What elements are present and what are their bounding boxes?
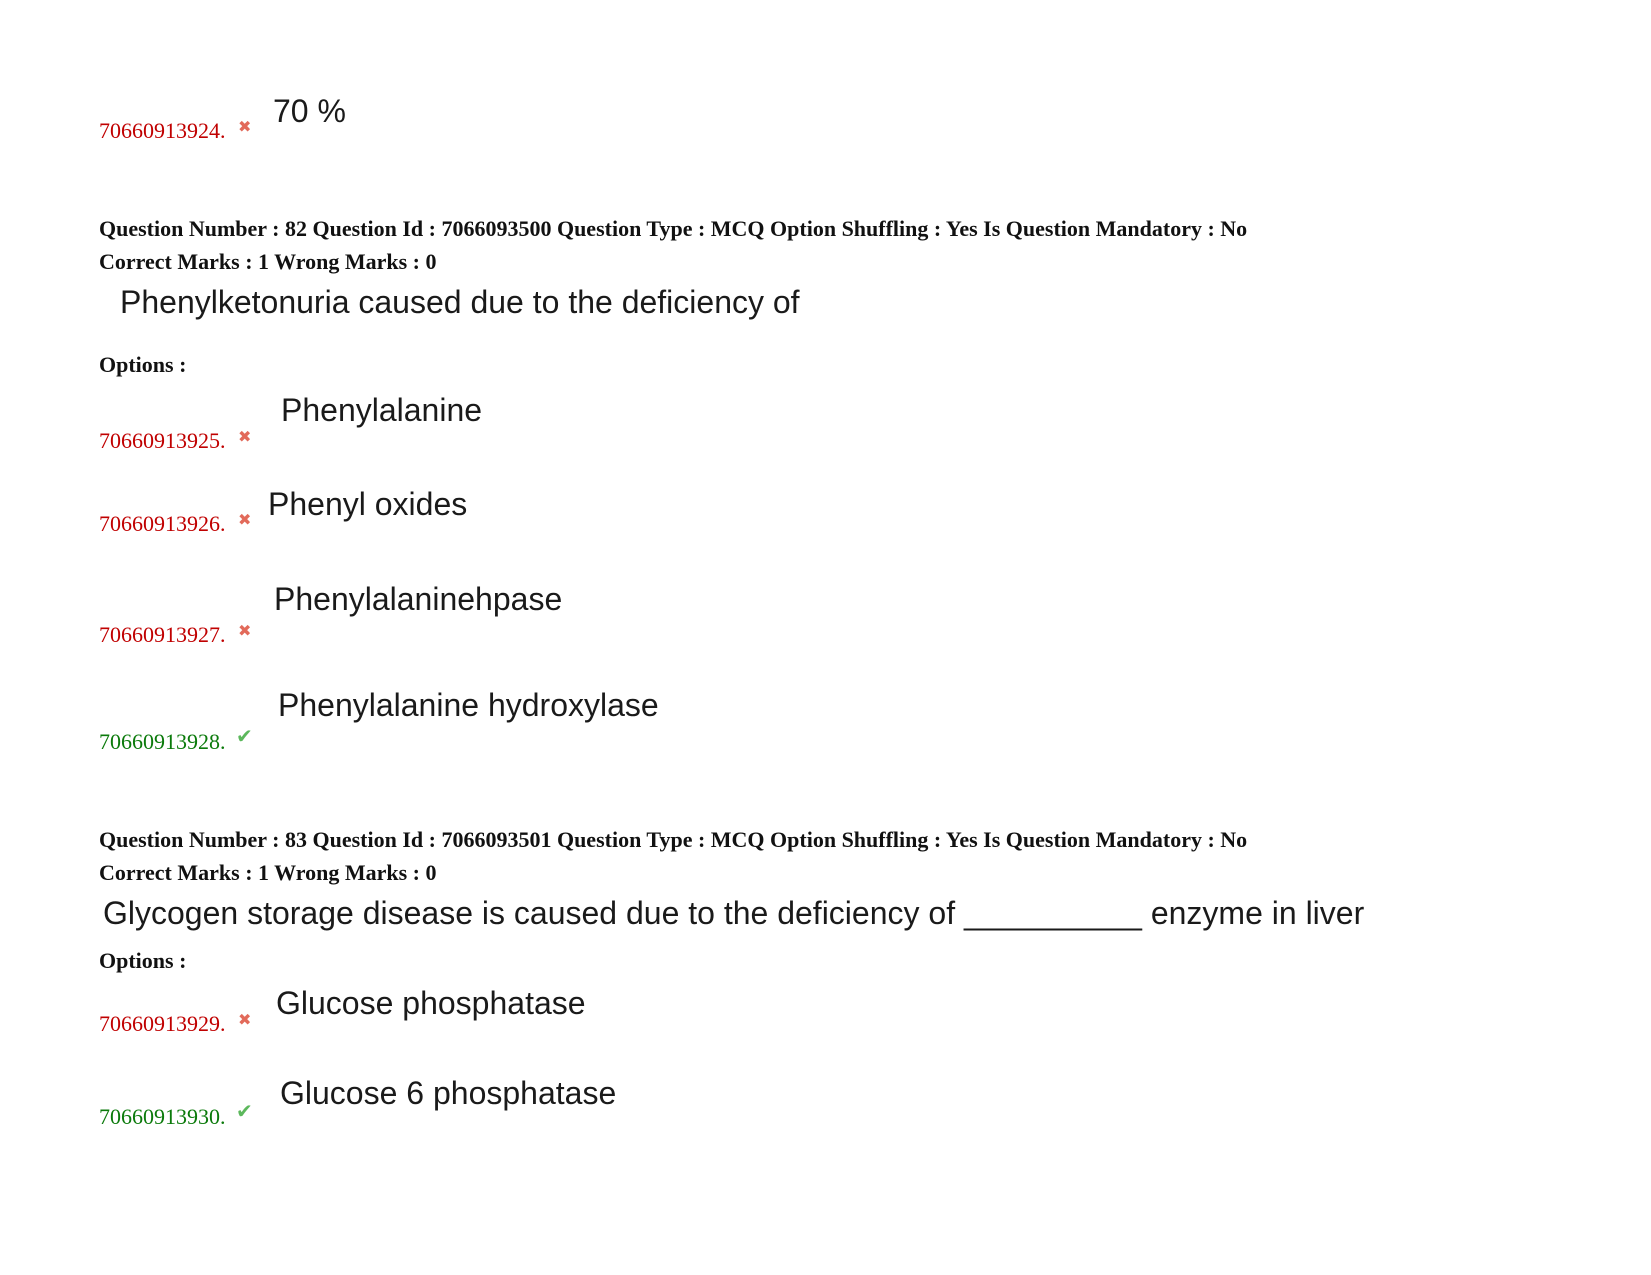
option-id: 70660913929. — [99, 1011, 226, 1036]
options-label: Options : — [99, 352, 187, 377]
cross-icon: ✖ — [238, 510, 252, 529]
cross-icon: ✖ — [238, 621, 252, 640]
option-text: Phenyl oxides — [268, 486, 468, 522]
option-id: 70660913926. — [99, 511, 226, 536]
option-text: Phenylalanine hydroxylase — [278, 687, 659, 723]
option-text: Glucose phosphatase — [276, 985, 586, 1021]
cross-icon: ✖ — [238, 1010, 252, 1029]
cross-icon: ✖ — [238, 117, 252, 136]
question-meta — [99, 212, 1247, 278]
option-id: 70660913928. — [99, 729, 226, 754]
question-meta-line2: Correct Marks : 1 Wrong Marks : 0 — [99, 249, 437, 274]
option-text: Phenylalaninehpase — [274, 581, 563, 617]
option-id: 70660913930. — [99, 1104, 226, 1129]
question-meta — [99, 823, 1247, 889]
cross-icon: ✖ — [238, 427, 252, 446]
check-icon: ✔ — [236, 724, 253, 748]
options-label: Options : — [99, 948, 187, 973]
question-text: Phenylketonuria caused due to the deficiency of — [120, 284, 800, 320]
option-id: 70660913924. — [99, 118, 226, 143]
question-text: Glycogen storage disease is caused due to the deficiency of __________ enzyme in liver — [103, 895, 1365, 931]
question-meta-line1: Question Number : 83 Question Id : 7066093501 Question Type : MCQ Option Shuffling : Yes Is Question Mandatory : No — [99, 827, 1248, 852]
option-text: Glucose 6 phosphatase — [280, 1075, 617, 1111]
question-meta-line2: Correct Marks : 1 Wrong Marks : 0 — [99, 860, 437, 885]
check-icon: ✔ — [236, 1099, 253, 1123]
option-text: 70 % — [273, 93, 346, 129]
option-id: 70660913925. — [99, 428, 226, 453]
question-meta-line1: Question Number : 82 Question Id : 7066093500 Question Type : MCQ Option Shuffling : Yes Is Question Mandatory : No — [99, 216, 1248, 241]
option-id: 70660913927. — [99, 622, 226, 647]
option-text: Phenylalanine — [281, 392, 483, 428]
